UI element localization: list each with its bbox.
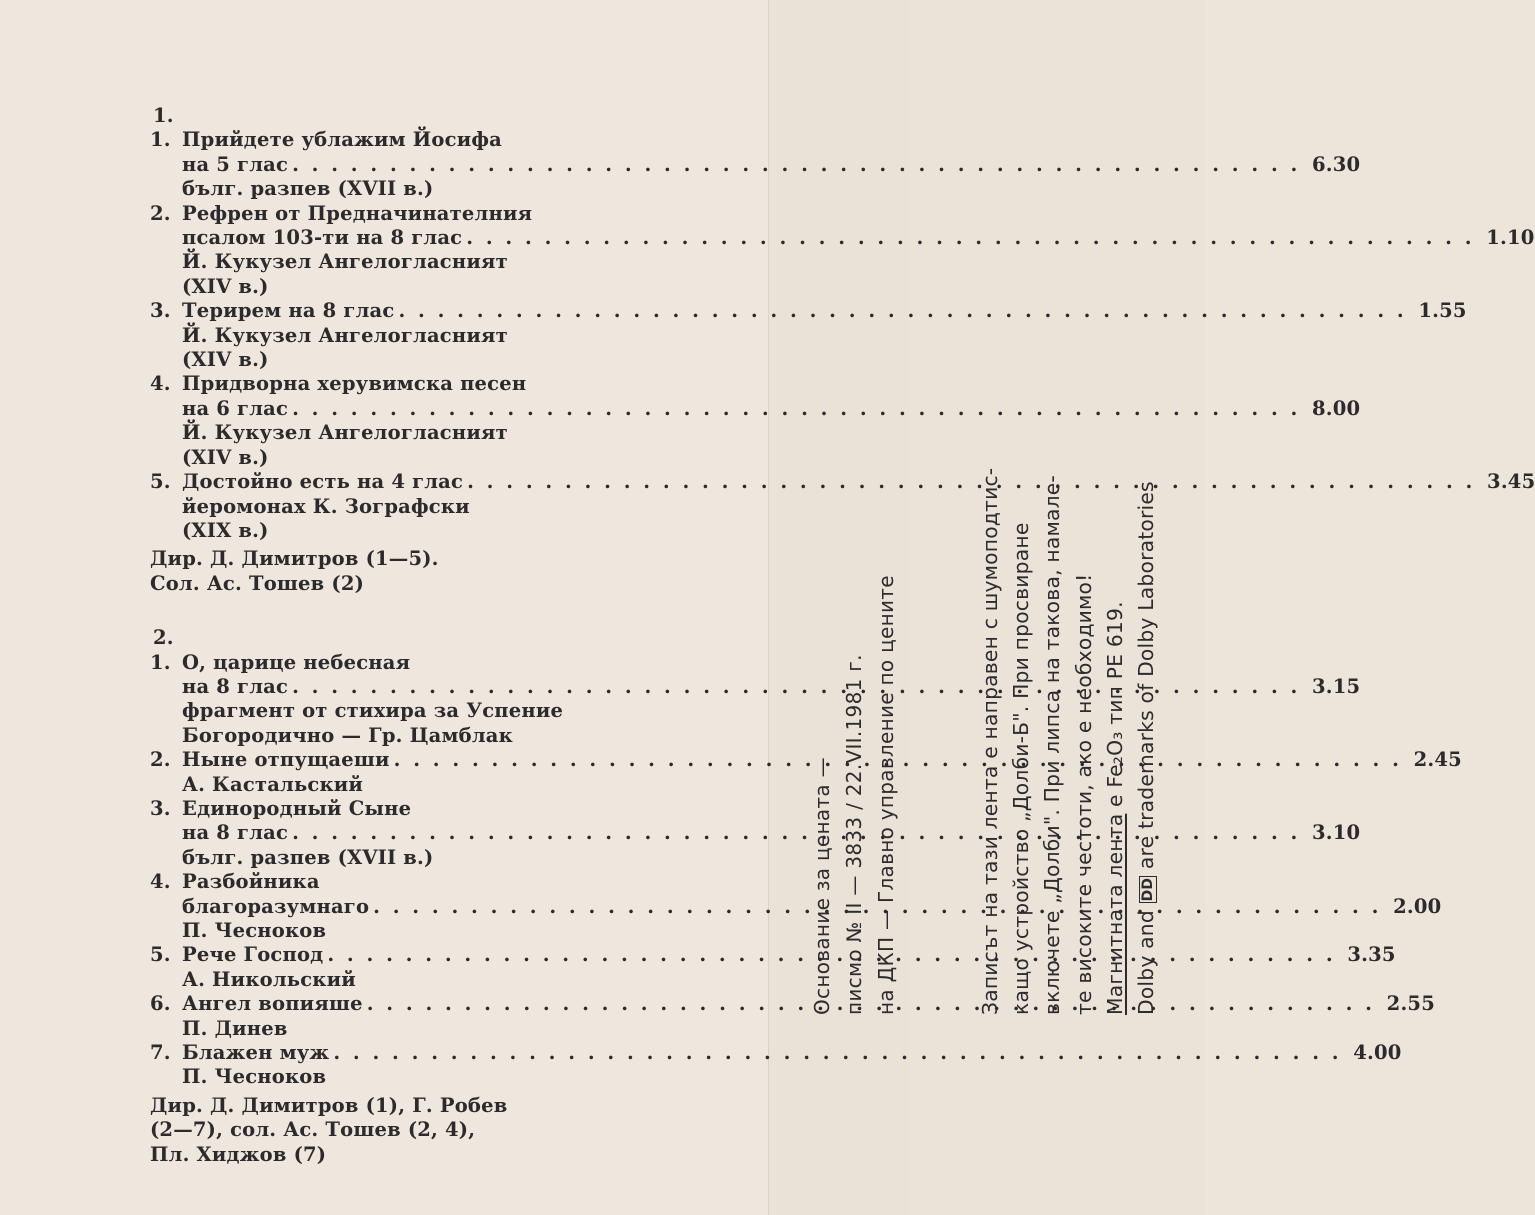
tape-label: Магнитната лента (1102, 813, 1127, 1015)
track-title: на 8 глас (182, 674, 289, 698)
track-line (182, 299, 1467, 323)
track-line (182, 1041, 1402, 1065)
track-item (150, 943, 1396, 992)
track-line: Богородично — Гр. Цамблак (182, 723, 513, 747)
dot-leader (292, 397, 1300, 421)
track-line (182, 675, 1360, 699)
track-number: 5. (150, 943, 171, 967)
track-line (182, 397, 1360, 421)
track-title: Рече Господ (182, 943, 324, 967)
track-number: 2. (150, 201, 171, 225)
track-item (150, 372, 1361, 470)
dot-leader (292, 153, 1300, 177)
track-line: (XIX в.) (182, 518, 269, 542)
side-1 (150, 104, 1535, 596)
credit-line: Пл. Хиджов (7) (150, 1142, 327, 1166)
track-duration: 3.10 (1312, 821, 1361, 845)
track-line: О, царице небесная (182, 650, 411, 674)
track-item (150, 796, 1361, 870)
track-item (150, 650, 1361, 749)
track-duration: 6.30 (1312, 152, 1361, 176)
track-item (150, 992, 1435, 1041)
track-duration: 8.00 (1312, 396, 1361, 420)
track-number: 1. (150, 650, 171, 674)
track-number: 7. (150, 1041, 171, 1065)
track-line (182, 226, 1535, 250)
side-1-label: 1. (153, 104, 174, 127)
track-line: Й. Кукузел Ангелогласният (182, 250, 508, 274)
track-number: 3. (150, 299, 171, 323)
track-line: Прийдете ублажим Йосифа (182, 128, 502, 152)
track-line: П. Чесноков (182, 1065, 327, 1089)
track-line: П. Чесноков (182, 919, 327, 942)
track-number: 4. (150, 870, 171, 894)
track-body (182, 1041, 1402, 1090)
track-item (150, 470, 1535, 543)
track-body (182, 202, 1535, 300)
credit-line: Дир. Д. Димитров (1), Г. Робев (150, 1093, 508, 1117)
track-title: на 8 глас (182, 821, 289, 845)
dolby-logo-icon: DD (1139, 877, 1156, 902)
track-item (150, 748, 1462, 797)
spine-line: на ДКП — Главно управление по цените (874, 575, 898, 1015)
track-body (182, 797, 1360, 870)
side-gap (150, 596, 630, 626)
track-duration: 3.15 (1312, 674, 1361, 698)
credit-line: Сол. Ас. Тошев (2) (150, 571, 365, 595)
track-number: 4. (150, 372, 171, 396)
track-duration: 3.45 (1487, 470, 1535, 494)
track-body (182, 651, 1360, 749)
track-duration: 3.35 (1347, 943, 1396, 967)
track-line: Разбойника (182, 870, 320, 894)
dot-leader (333, 1041, 1341, 1065)
side-1-credits (150, 547, 630, 596)
track-line (182, 943, 1396, 967)
spine-line: писмо № II — 3833 / 22.VII.1981 г. (842, 654, 866, 1015)
track-body (182, 470, 1535, 543)
flap-line: те високите честоти, ако е необходимо! (1071, 573, 1096, 1015)
dot-leader (398, 299, 1406, 323)
track-number: 1. (150, 128, 171, 152)
credit-line: (2—7), сол. Ас. Тошев (2, 4), (150, 1118, 476, 1142)
track-item (150, 1041, 1402, 1090)
track-line: Й. Кукузел Ангелогласният (182, 421, 508, 445)
track-line: фрагмент от стихира за Успение (182, 699, 564, 723)
track-body (182, 299, 1467, 372)
dot-leader (466, 226, 1474, 250)
track-line: (XIV в.) (182, 445, 269, 469)
track-body (182, 943, 1396, 992)
track-line: (XIV в.) (182, 274, 269, 298)
track-duration: 4.00 (1353, 1041, 1402, 1065)
spine-price-note (806, 575, 902, 1015)
track-item (150, 201, 1535, 300)
track-line: Й. Кукузел Ангелогласният (182, 323, 508, 347)
flap-technical-note (975, 468, 1162, 1015)
track-item (150, 299, 1467, 372)
track-number: 5. (150, 470, 171, 494)
side-2-credits (150, 1094, 630, 1167)
track-title: на 6 глас (182, 396, 289, 420)
track-duration: 1.55 (1418, 299, 1467, 323)
dot-leader (467, 470, 1475, 494)
track-line: П. Динев (182, 1016, 288, 1040)
flap-line: кащо устройство „Долби-Б". При просвиране (1009, 522, 1034, 1015)
flap-line: включете „Долби". При липса на такова, намале- (1040, 475, 1065, 1015)
tape-type: е Fe₂O₃ тип PE 619. (1102, 601, 1127, 814)
track-title: благоразумнаго (182, 894, 370, 918)
track-line: (XIV в.) (182, 348, 269, 372)
track-title: Ангел вопияше (182, 992, 363, 1016)
track-title: Ныне отпущаеши (182, 748, 390, 772)
tape-type-line (1100, 468, 1131, 1015)
track-duration: 1.10 (1486, 226, 1535, 250)
track-title: псалом 103-ти на 8 глас (182, 226, 463, 250)
side-1-tracks (150, 128, 1535, 543)
spine-line: Основание за цената — (810, 757, 834, 1015)
track-duration: 2.55 (1386, 992, 1435, 1016)
dolby-post: are trademarks of Dolby Laboratories (1134, 481, 1159, 876)
track-title: Достойно есть на 4 глас (182, 470, 464, 494)
flap-line: Записът на тази лента е направен с шумоподтис- (978, 467, 1002, 1015)
credit-line: Дир. Д. Димитров (1—5). (150, 547, 439, 571)
track-line: бълг. разпев (XVII в.) (182, 177, 434, 201)
track-duration: 2.45 (1413, 748, 1462, 772)
track-line (182, 153, 1360, 177)
track-title: Блажен муж (182, 1041, 330, 1065)
track-title: на 5 глас (182, 152, 289, 176)
track-duration: 2.00 (1393, 894, 1442, 918)
track-line: Единородный Сыне (182, 796, 412, 820)
side-2-label: 2. (153, 626, 174, 650)
dolby-pre: Dolby and (1134, 903, 1159, 1015)
track-title: Терирем на 8 глас (182, 299, 395, 323)
track-number: 3. (150, 796, 171, 820)
track-line: йеромонах К. Зографски (182, 494, 470, 518)
track-line: А. Никольский (182, 967, 356, 991)
track-number: 6. (150, 992, 171, 1016)
track-line: бълг. разпев (XVII в.) (182, 845, 434, 869)
track-item (150, 128, 1361, 201)
track-body (182, 128, 1360, 201)
track-line (182, 470, 1535, 494)
track-body (182, 372, 1360, 470)
track-number: 2. (150, 748, 171, 772)
track-line: Придворна херувимска песен (182, 372, 527, 396)
track-line: Рефрен от Предначинателния (182, 201, 533, 225)
track-line (182, 821, 1360, 845)
dolby-trademark-line (1131, 468, 1162, 1015)
track-line: А. Кастальский (182, 772, 364, 796)
